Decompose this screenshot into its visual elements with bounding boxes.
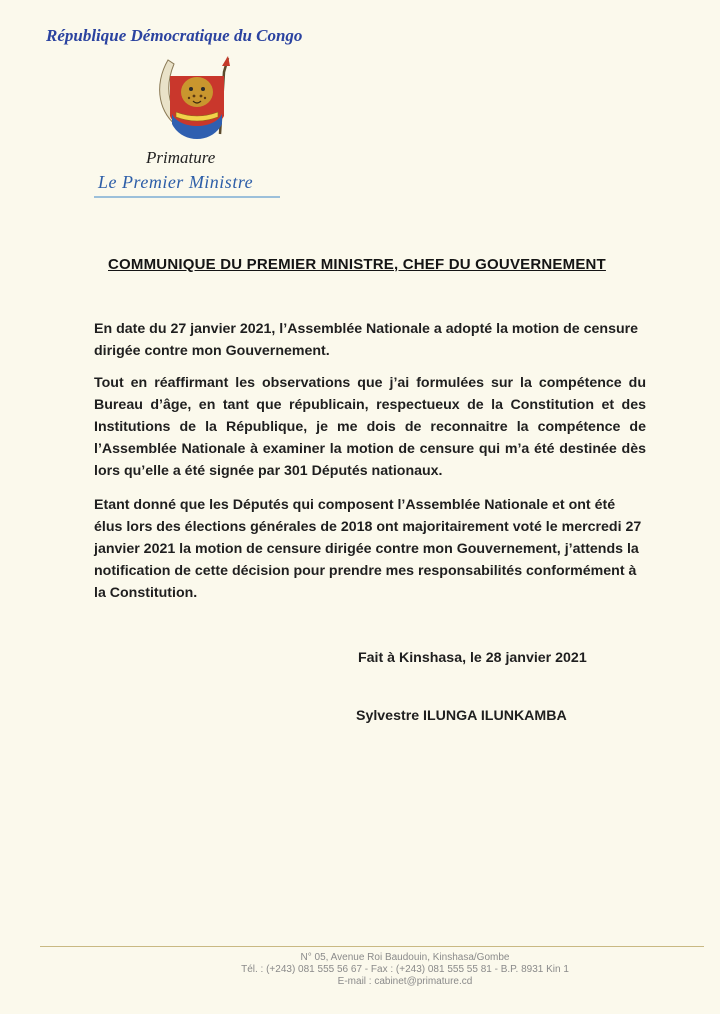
footer-divider [40,946,704,947]
footer-address: N° 05, Avenue Roi Baudouin, Kinshasa/Gombe [300,952,510,963]
document-title: COMMUNIQUE DU PREMIER MINISTRE, CHEF DU GOUVERNEMENT [108,256,606,273]
paragraph-2: Tout en réaffirmant les observations que j’ai formulées sur la compétence du Bureau d’âge, en tant que républicain, respectueux de la Constitution et des Institutions de la République, je me dois de reconnaitre la compétence de l’Assemblée Nationale à examiner la motion de censure qui m’a été destinée dès lors qu’elle a été signée par 301 Députés nationaux. [94,375,646,479]
signature-underline [94,196,280,198]
place-date: Fait à Kinshasa, le 28 janvier 2021 [358,650,587,666]
country-name: République Démocratique du Congo [46,26,303,45]
footer [0,952,720,988]
paragraph-1: En date du 27 janvier 2021, l’Assemblée Nationale a adopté la motion de censure dirigée contre mon Gouvernement. [94,321,639,359]
signature-line: Le Premier Ministre [98,172,254,192]
drc-coat-of-arms-icon [146,54,246,152]
footer-email: E-mail : cabinet@primature.cd [337,976,473,987]
office-name: Primature [146,148,216,167]
footer-contact: Tél. : (+243) 081 555 56 67 - Fax : (+243) 081 555 55 81 - B.P. 8931 Kin 1 [241,964,569,975]
paragraph-3: Etant donné que les Députés qui composent l’Assemblée Nationale et ont été élus lors des élections générales de 2018 ont majoritairement voté le mercredi 27 janvier 2021 la motion de censure dirigée contre mon Gouvernement, j’attends la notification de cette décision pour prendre mes responsabilités conformément à la Constitution. [94,497,642,601]
signatory-name: Sylvestre ILUNGA ILUNKAMBA [356,708,567,724]
